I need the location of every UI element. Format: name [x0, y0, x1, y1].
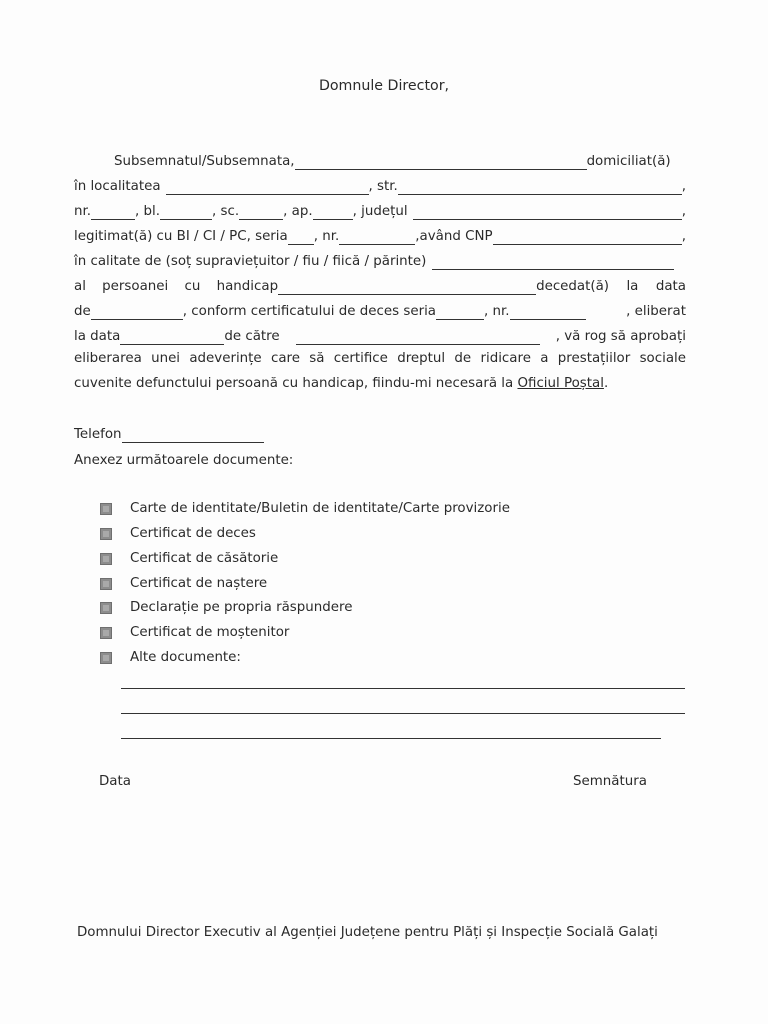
post-office-text: Oficiul Poștal — [517, 376, 604, 391]
request-text-end: . — [603, 376, 609, 391]
certificate-number-label: , nr. — [484, 304, 510, 319]
county-label: , județul — [352, 204, 408, 219]
name-label: Subsemnatul/Subsemnata, — [114, 154, 295, 169]
request-text-line-2 — [74, 376, 608, 392]
id-label: legitimat(ă) cu BI / CI / PC, seria — [74, 229, 288, 244]
apartment-label: , ap. — [283, 204, 313, 219]
county-field[interactable] — [413, 207, 682, 220]
date-label: Data — [99, 774, 131, 789]
certificate-series-field[interactable] — [436, 307, 484, 320]
phone-row — [74, 425, 274, 443]
checkbox-other-documents[interactable] — [100, 652, 112, 664]
id-number-label: , nr. — [313, 229, 340, 244]
signature-label: Semnătura — [573, 774, 647, 789]
block-label: , bl. — [135, 204, 161, 219]
addressee-footer: Domnului Director Executiv al Agenției Județene pentru Plăți și Inspecție Socială Galați — [77, 925, 658, 940]
deceased-row — [74, 277, 686, 295]
issuer-field[interactable] — [296, 332, 540, 345]
number-field[interactable] — [91, 207, 135, 220]
request-text-line-1: eliberarea unei adeverințe care să certifice dreptul de ridicare a prestațiilor sociale — [74, 351, 686, 366]
issue-row — [74, 327, 686, 345]
cnp-field[interactable] — [493, 232, 682, 245]
street-end-comma: , — [681, 179, 686, 194]
certificate-number-field[interactable] — [510, 307, 586, 320]
other-documents-line-2[interactable] — [121, 713, 685, 714]
document-label-marriage-certificate: Certificat de căsătorie — [130, 551, 279, 566]
staircase-label: , sc. — [212, 204, 240, 219]
death-date-field[interactable] — [91, 307, 183, 320]
capacity-row — [74, 252, 686, 270]
id-number-field[interactable] — [339, 232, 415, 245]
capacity-field[interactable] — [432, 257, 674, 270]
phone-field[interactable] — [122, 430, 264, 443]
apartment-field[interactable] — [313, 207, 353, 220]
phone-label: Telefon — [74, 427, 122, 442]
locality-row — [74, 177, 686, 195]
other-documents-line-1[interactable] — [121, 688, 685, 689]
document-label-heir-certificate: Certificat de moștenitor — [130, 625, 290, 640]
issued-label: , eliberat — [626, 304, 686, 319]
locality-label: în localitatea — [74, 179, 161, 194]
checkbox-marriage-certificate[interactable] — [100, 553, 112, 565]
checkbox-heir-certificate[interactable] — [100, 627, 112, 639]
checkbox-birth-certificate[interactable] — [100, 578, 112, 590]
id-row — [74, 227, 686, 245]
page-title: Domnule Director, — [318, 78, 450, 94]
document-label-other: Alte documente: — [130, 650, 241, 665]
cnp-end-comma: , — [681, 229, 686, 244]
checkbox-identity-card[interactable] — [100, 503, 112, 515]
request-text-part: cuvenite defunctului persoană cu handicap, fiindu-mi necesară la — [74, 376, 518, 391]
number-label: nr. — [74, 204, 92, 219]
deceased-date-label: decedat(ă) la data — [536, 279, 686, 294]
locality-field[interactable] — [166, 182, 369, 195]
annex-label: Anexez următoarele documente: — [74, 453, 294, 468]
series-field[interactable] — [288, 232, 314, 245]
certificate-series-label: , conform certificatului de deces seria — [182, 304, 436, 319]
document-label-death-certificate: Certificat de deces — [130, 526, 256, 541]
capacity-label: în calitate de (soț supraviețuitor / fiu / fiică / părinte) — [74, 254, 427, 269]
address-row — [74, 202, 686, 220]
issue-date-label: la data — [74, 329, 121, 344]
checkbox-death-certificate[interactable] — [100, 528, 112, 540]
domicile-label: domiciliat(ă) — [586, 154, 671, 169]
county-end-comma: , — [681, 204, 686, 219]
staircase-field[interactable] — [239, 207, 283, 220]
request-label: , vă rog să aprobați — [555, 329, 686, 344]
issuer-label: de către — [224, 329, 280, 344]
checkbox-declaration[interactable] — [100, 602, 112, 614]
street-field[interactable] — [398, 182, 682, 195]
death-certificate-row — [74, 302, 686, 320]
deceased-name-field[interactable] — [278, 282, 536, 295]
document-label-birth-certificate: Certificat de naștere — [130, 576, 268, 591]
other-documents-line-3[interactable] — [121, 738, 661, 739]
death-date-prefix: de — [74, 304, 91, 319]
street-label: , str. — [368, 179, 398, 194]
name-field[interactable] — [295, 157, 587, 170]
block-field[interactable] — [160, 207, 212, 220]
document-label-identity-card: Carte de identitate/Buletin de identitate/Carte provizorie — [130, 501, 510, 516]
cnp-label: ,având CNP — [415, 229, 493, 244]
deceased-label: al persoanei cu handicap — [74, 279, 279, 294]
document-label-declaration: Declarație pe propria răspundere — [130, 600, 353, 615]
issue-date-field[interactable] — [120, 332, 224, 345]
name-row — [74, 152, 686, 170]
